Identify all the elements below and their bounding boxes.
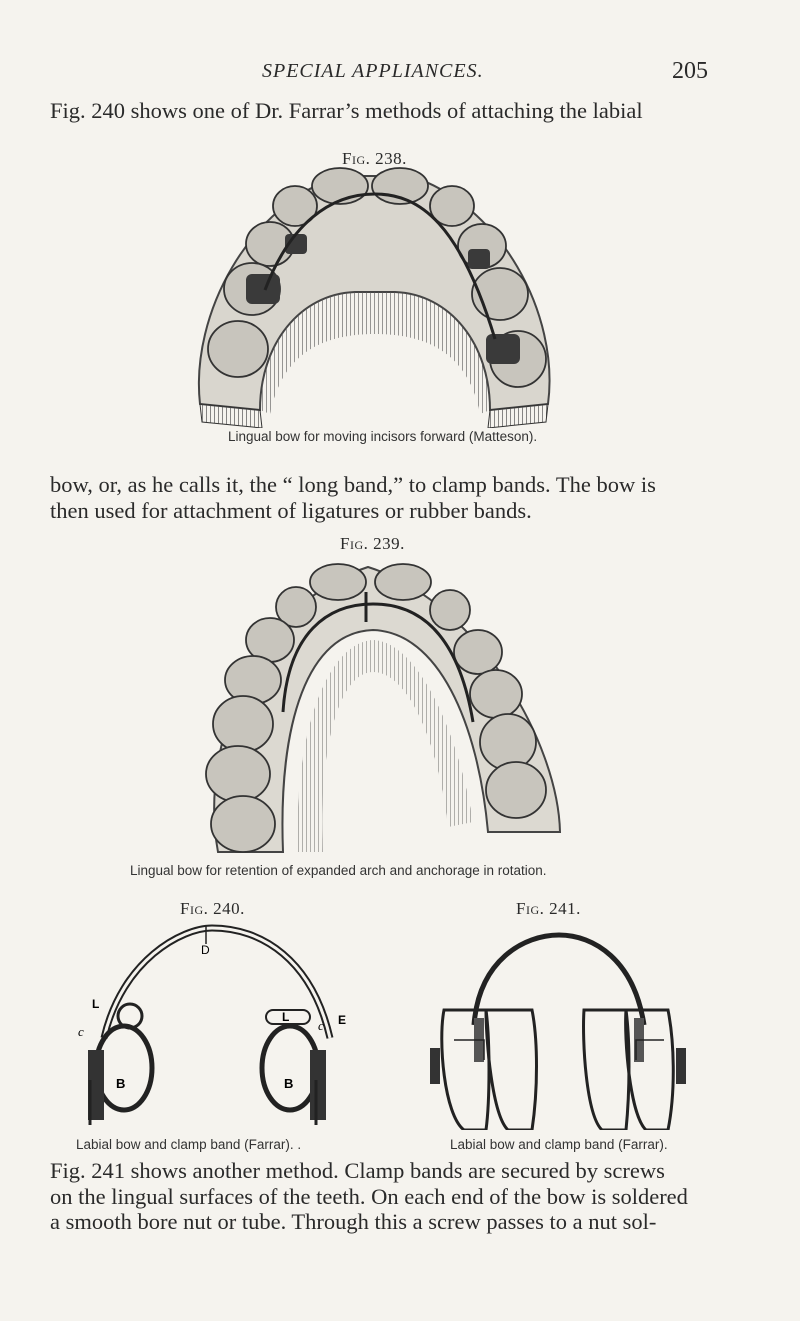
caption-figure-239: Lingual bow for retention of expanded arch and anchorage in rotation. <box>130 863 547 878</box>
figure-label-238: Fig. 238. <box>342 149 407 168</box>
text-line-2: bow, or, as he calls it, the “ long band,” to clamp bands. The bow is <box>50 472 656 497</box>
page-header <box>0 58 800 88</box>
caption-figure-240: Labial bow and clamp band (Farrar). . <box>76 1137 302 1152</box>
text-line-3: then used for attachment of ligatures or rubber bands. <box>50 498 532 523</box>
figure-239-illustration <box>198 552 568 862</box>
text-line-1: Fig. 240 shows one of Dr. Farrar’s methods of attaching the labial <box>50 98 643 123</box>
fig240-letter-c-right: c <box>318 1018 324 1033</box>
figure-label-240: Fig. 240. <box>180 899 245 918</box>
text-line-4: Fig. 241 shows another method. Clamp bands are secured by screws <box>50 1158 665 1183</box>
page-number: 205 <box>672 58 708 84</box>
caption-figure-238: Lingual bow for moving incisors forward (Matteson). <box>228 429 538 444</box>
fig240-letter-l-right: L <box>282 1010 290 1024</box>
figure-label-239: Fig. 239. <box>340 534 405 553</box>
fig240-letter-b-right: B <box>284 1076 294 1091</box>
fig240-letter-e: E <box>338 1013 347 1027</box>
caption-figure-241: Labial bow and clamp band (Farrar). <box>450 1137 668 1152</box>
text-line-6: a smooth bore nut or tube. Through this a screw passes to a nut sol- <box>50 1209 657 1234</box>
figure-label-241: Fig. 241. <box>516 899 581 918</box>
fig240-letter-b-left: B <box>116 1076 126 1091</box>
figure-240-illustration <box>72 920 352 1130</box>
figure-241-illustration <box>424 930 694 1130</box>
fig240-letter-c-left: c <box>78 1024 84 1039</box>
fig240-letter-d: D <box>201 943 210 957</box>
figure-238-illustration <box>190 164 560 428</box>
running-head: SPECIAL APPLIANCES. <box>262 60 484 82</box>
fig240-letter-l-left: L <box>92 997 100 1011</box>
text-line-5: on the lingual surfaces of the teeth. On each end of the bow is soldered <box>50 1184 688 1209</box>
